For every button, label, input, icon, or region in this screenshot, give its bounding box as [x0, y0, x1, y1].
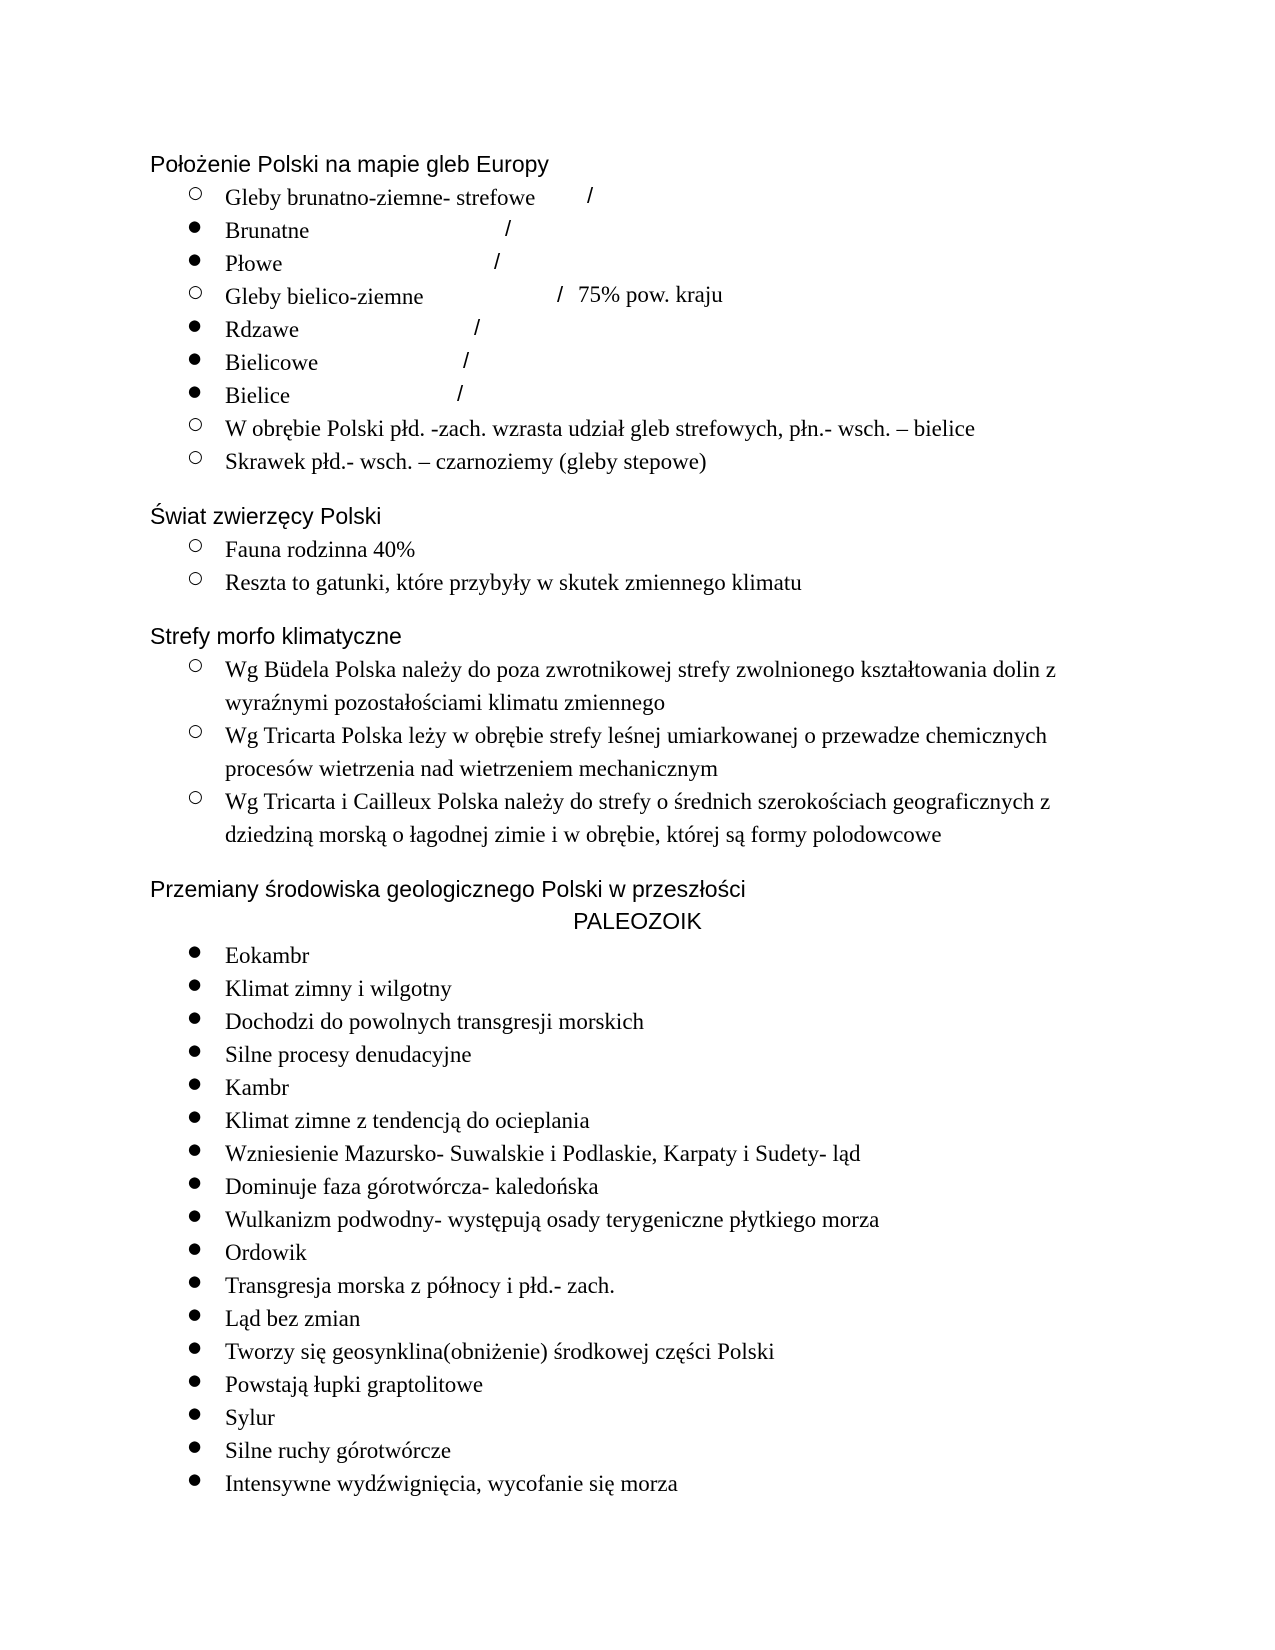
list-item-text: Gleby brunatno-ziemne- strefowe [225, 185, 536, 210]
filled-bullet-icon: ● [188, 1008, 202, 1026]
filled-bullet-icon: ● [188, 1437, 202, 1455]
list-item-text: Fauna rodzinna 40% [225, 537, 416, 562]
era-heading: PALEOZOIK [573, 908, 702, 934]
hollow-bullet-icon: ○ [188, 787, 203, 807]
filled-bullet-icon: ● [188, 217, 202, 235]
separator-slash: / [494, 249, 501, 274]
filled-bullet-icon: ● [188, 1173, 202, 1191]
section-heading-fauna: Świat zwierzęcy Polski [150, 503, 382, 529]
list-item-text: Reszta to gatunki, które przybyły w skutek zmiennego klimatu [225, 570, 802, 595]
list-item-text: Ordowik [225, 1240, 307, 1265]
list-item-text: Ląd bez zmian [225, 1306, 361, 1331]
separator-slash: / [557, 282, 564, 307]
list-item-text: Kambr [225, 1075, 289, 1100]
separator-slash: / [463, 348, 470, 373]
filled-bullet-icon: ● [188, 1074, 202, 1092]
hollow-bullet-icon: ○ [188, 447, 203, 467]
hollow-bullet-icon: ○ [188, 183, 203, 203]
list-item-text: Płowe [225, 251, 283, 276]
filled-bullet-icon: ● [188, 1371, 202, 1389]
list-item-text: Dochodzi do powolnych transgresji morskich [225, 1009, 645, 1034]
share-note: 75% pow. kraju [578, 282, 723, 307]
filled-bullet-icon: ● [188, 1107, 202, 1125]
filled-bullet-icon: ● [188, 1404, 202, 1422]
hollow-bullet-icon: ○ [188, 568, 203, 588]
list-item-text: Intensywne wydźwignięcia, wycofanie się morza [225, 1471, 678, 1496]
list-item-text: Eokambr [225, 943, 310, 968]
section-heading-zones: Strefy morfo klimatyczne [150, 623, 402, 649]
filled-bullet-icon: ● [188, 316, 202, 334]
filled-bullet-icon: ● [188, 1338, 202, 1356]
list-item-text: Bielicowe [225, 350, 319, 375]
filled-bullet-icon: ● [188, 250, 202, 268]
filled-bullet-icon: ● [188, 382, 202, 400]
section-heading-geology: Przemiany środowiska geologicznego Polski w przeszłości [150, 876, 746, 902]
list-item-text: Bielice [225, 383, 291, 408]
list-item-text: W obrębie Polski płd. -zach. wzrasta udział gleb strefowych, płn.- wsch. – bielice [225, 416, 976, 441]
separator-slash: / [587, 183, 594, 208]
filled-bullet-icon: ● [188, 1239, 202, 1257]
filled-bullet-icon: ● [188, 942, 202, 960]
hollow-bullet-icon: ○ [188, 721, 203, 741]
list-item-text: Dominuje faza górotwórcza- kaledońska [225, 1174, 599, 1199]
separator-slash: / [505, 216, 512, 241]
list-item-text: Transgresja morska z północy i płd.- zach. [225, 1273, 616, 1298]
list-item-text: Gleby bielico-ziemne [225, 284, 424, 309]
list-item-text: Rdzawe [225, 317, 300, 342]
filled-bullet-icon: ● [188, 1041, 202, 1059]
list-item-text: Wulkanizm podwodny- występują osady terygeniczne płytkiego morza [225, 1207, 880, 1232]
filled-bullet-icon: ● [188, 975, 202, 993]
list-item-text: Skrawek płd.- wsch. – czarnoziemy (gleby stepowe) [225, 449, 707, 474]
list-item-text: Brunatne [225, 218, 310, 243]
filled-bullet-icon: ● [188, 349, 202, 367]
separator-slash: / [457, 381, 464, 406]
filled-bullet-icon: ● [188, 1206, 202, 1224]
list-item-text: Tworzy się geosynklina(obniżenie) środkowej części Polski [225, 1339, 775, 1364]
filled-bullet-icon: ● [188, 1272, 202, 1290]
list-item-text: Wzniesienie Mazursko- Suwalskie i Podlaskie, Karpaty i Sudety- ląd [225, 1141, 861, 1166]
hollow-bullet-icon: ○ [188, 535, 203, 555]
list-item-text: Wg Büdela Polska należy do poza zwrotnikowej strefy zwolnionego kształtowania dolin z wyraźnymi pozostałościami klimatu zmiennego [225, 657, 1056, 715]
filled-bullet-icon: ● [188, 1305, 202, 1323]
filled-bullet-icon: ● [188, 1140, 202, 1158]
section-heading-soils: Położenie Polski na mapie gleb Europy [150, 151, 549, 177]
separator-slash: / [474, 315, 481, 340]
list-item-text: Wg Tricarta i Cailleux Polska należy do strefy o średnich szerokościach geograficznych z dziedziną morską o łagodnej zimie i w obrębie, której są formy polodowcowe [225, 789, 1051, 847]
hollow-bullet-icon: ○ [188, 655, 203, 675]
list-item-text: Silne procesy denudacyjne [225, 1042, 472, 1067]
list-item-text: Silne ruchy górotwórcze [225, 1438, 452, 1463]
list-item-text: Klimat zimny i wilgotny [225, 976, 452, 1001]
hollow-bullet-icon: ○ [188, 282, 203, 302]
list-item-text: Sylur [225, 1405, 275, 1430]
list-item-text: Powstają łupki graptolitowe [225, 1372, 484, 1397]
list-item-text: Wg Tricarta Polska leży w obrębie strefy leśnej umiarkowanej o przewadze chemicznych procesów wietrzenia nad wietrzeniem mechanicznym [225, 723, 1047, 781]
list-item-text: Klimat zimne z tendencją do ocieplania [225, 1108, 590, 1133]
filled-bullet-icon: ● [188, 1470, 202, 1488]
hollow-bullet-icon: ○ [188, 414, 203, 434]
